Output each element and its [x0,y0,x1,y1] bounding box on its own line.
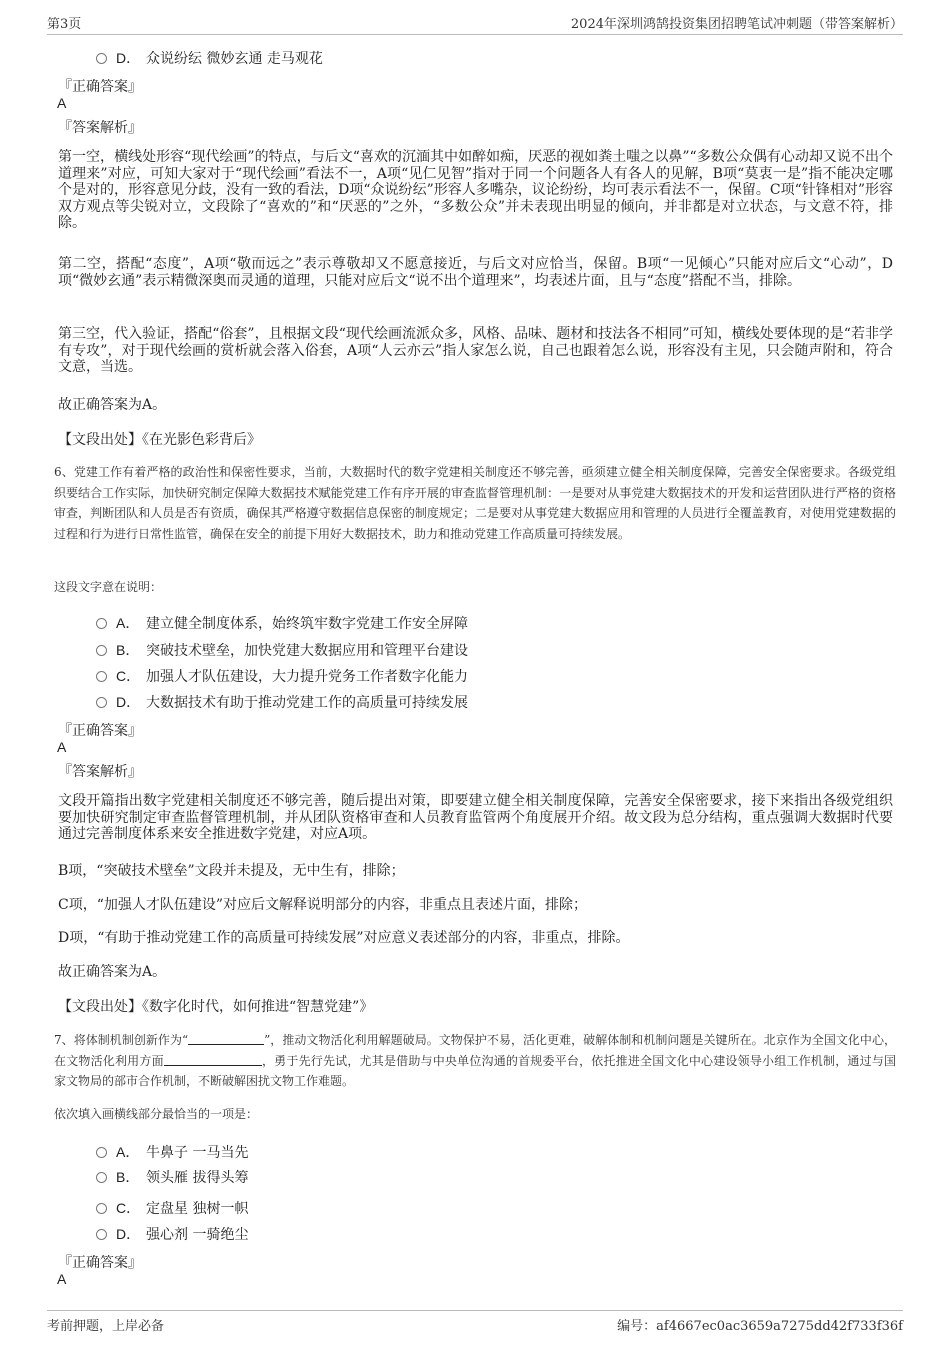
q5-correct-answer-label: 『正确答案』 [58,79,142,95]
page-footer [47,1310,903,1335]
page-header [47,12,903,35]
q7-option-a[interactable]: A． 牛鼻子 一马当先 [96,1142,248,1162]
q5-conclusion: 故正确答案为A。 [58,397,167,413]
q6-option-d[interactable]: D． 大数据技术有助于推动党建工作的高质量可持续发展 [96,692,468,712]
radio-icon[interactable] [96,53,107,64]
q7-answer: A [57,1271,67,1287]
radio-icon[interactable] [96,1147,107,1158]
radio-icon[interactable] [96,1172,107,1183]
q6-stem: 6、党建工作有着严格的政治性和保密性要求，当前，大数据时代的数字党建相关制度还不够完善，亟须建立健全相关制度保障，完善安全保密要求。各级党组织要结合工作实际，加快研究制定保障大数据技术赋能党建工作有序开展的审查监督管理机制：一是要对从事党建大数据技术的开发和运营团队进行严格的资格审查，判断团队和人员是否有资质，确保其严格遵守数据信息保密的制度规定；二是要对从事党建大数据应用和管理的人员进行全覆盖教育，对使用党建数据的过程和行为进行日常性监管，确保在安全的前提下用好大数据技术，助力和推动党建工作高质量可持续发展。 [54,465,896,541]
q6-option-a[interactable]: A． 建立健全制度体系，始终筑牢数字党建工作安全屏障 [96,613,468,633]
radio-icon[interactable] [96,697,107,708]
q5-source: 【文段出处】《在光影色彩背后》 [58,432,261,448]
q6-option-c[interactable]: C． 加强人才队伍建设，大力提升党务工作者数字化能力 [96,666,468,686]
q7-option-c[interactable]: C． 定盘星 独树一帜 [96,1198,248,1218]
q6-analysis-label: 『答案解析』 [58,764,142,780]
q5-analysis-label: 『答案解析』 [58,120,142,136]
radio-icon[interactable] [96,618,107,629]
page-number: 第3页 [47,17,82,32]
q6-prompt: 这段文字意在说明： [54,580,163,594]
q6-option-b[interactable]: B． 突破技术壁垒，加快党建大数据应用和管理平台建设 [96,640,468,660]
q7-prompt: 依次填入画横线部分最恰当的一项是： [54,1107,259,1121]
q5-analysis-paragraph: 第三空，代入验证，搭配“俗套”，且根据文段“现代绘画流派众多，风格、品味、题材和技法各不相同”可知，横线处要体现的是“若非学有专攻”，对于现代绘画的赏析就会落入俗套，A项“人云亦云”指人家怎么说，自己也跟着怎么说，形容没有主见，只会随声附和，符合文意，当选。 [58,326,893,375]
q7-option-d[interactable]: D． 强心剂 一骑绝尘 [96,1224,248,1244]
document-title: 2024年深圳鸿鹄投资集团招聘笔试冲刺题（带答案解析） [570,17,903,32]
q7-correct-answer-label: 『正确答案』 [58,1255,142,1271]
q5-option-d[interactable]: D． 众说纷纭 微妙玄通 走马观花 [96,48,323,68]
q6-analysis-paragraph: B项，“突破技术壁垒”文段并未提及，无中生有，排除； [58,863,405,879]
radio-icon[interactable] [96,671,107,682]
q6-analysis-paragraph: D项，“有助于推动党建工作的高质量可持续发展”对应意义表述部分的内容，非重点，排除。 [58,930,630,946]
q7-blank-2 [164,1053,262,1066]
q5-analysis-paragraph: 第一空，横线处形容“现代绘画”的特点，与后文“喜欢的沉湎其中如醉如痴，厌恶的视如粪土嗤之以鼻”“多数公众偶有心动却又说不出个道理来”对应，可知大家对于“现代绘画”看法不一，A项“见仁见智”指对于同一个问题各人有各人的见解，B项“莫衷一是”指不能决定哪个是对的，形容意见分歧，没有一致的看法，D项“众说纷纭”形容人多嘴杂，议论纷纷，均可表示看法不一，保留。C项“针锋相对”形容双方观点等尖锐对立，文段除了“喜欢的”和“厌恶的”之外，“多数公众”并未表现出明显的倾向，并非都是对立状态，与文意不符，排除。 [58,149,893,231]
q6-correct-answer-label: 『正确答案』 [58,723,142,739]
q5-analysis-paragraph: 第二空，搭配“态度”，A项“敬而远之”表示尊敬却又不愿意接近，与后文对应恰当，保留。B项“一见倾心”只能对应后文“心动”，D项“微妙玄通”表示精微深奥而灵通的道理，只能对应后文“说不出个道理来”，均表述片面，且与“态度”搭配不当，排除。 [58,256,893,289]
q7-option-b[interactable]: B． 领头雁 拔得头筹 [96,1167,248,1187]
document-id: 编号：af4667ec0ac3659a7275dd42f733f36f [617,1319,903,1334]
q6-source: 【文段出处】《数字化时代，如何推进“智慧党建”》 [58,999,374,1015]
q5-answer: A [57,95,67,111]
q6-analysis-paragraph: C项，“加强人才队伍建设”对应后文解释说明部分的内容，非重点且表述片面，排除； [58,897,588,913]
footer-slogan: 考前押题，上岸必备 [47,1319,165,1334]
q7-blank-1 [188,1032,264,1045]
radio-icon[interactable] [96,1203,107,1214]
radio-icon[interactable] [96,645,107,656]
radio-icon[interactable] [96,1229,107,1240]
q6-conclusion: 故正确答案为A。 [58,964,167,980]
q7-stem: 7、将体制机制创新作为“ ”，推动文物活化利用解题破局。文物保护不易，活化更难，破解体制和机制问题是关键所在。北京作为全国文化中心，在文物活化利用方面 ，勇于先行先试，尤其是借助与中央单位沟通的首规委平台，依托推进全国文化中心建设领导小组工作机制，通过与国家文物局的部市合作机制，不断破解困扰文物工作难题。 [54,1033,896,1088]
q6-answer: A [57,739,67,755]
q6-analysis-paragraph: 文段开篇指出数字党建相关制度还不够完善，随后提出对策，即要建立健全相关制度保障，完善安全保密要求，接下来指出各级党组织要加快研究制定审查监督管理机制，并从团队资格审查和人员教育监管两个角度展开介绍。故文段为总分结构，重点强调大数据时代要通过完善制度体系来安全推进数字党建，对应A项。 [58,793,893,842]
